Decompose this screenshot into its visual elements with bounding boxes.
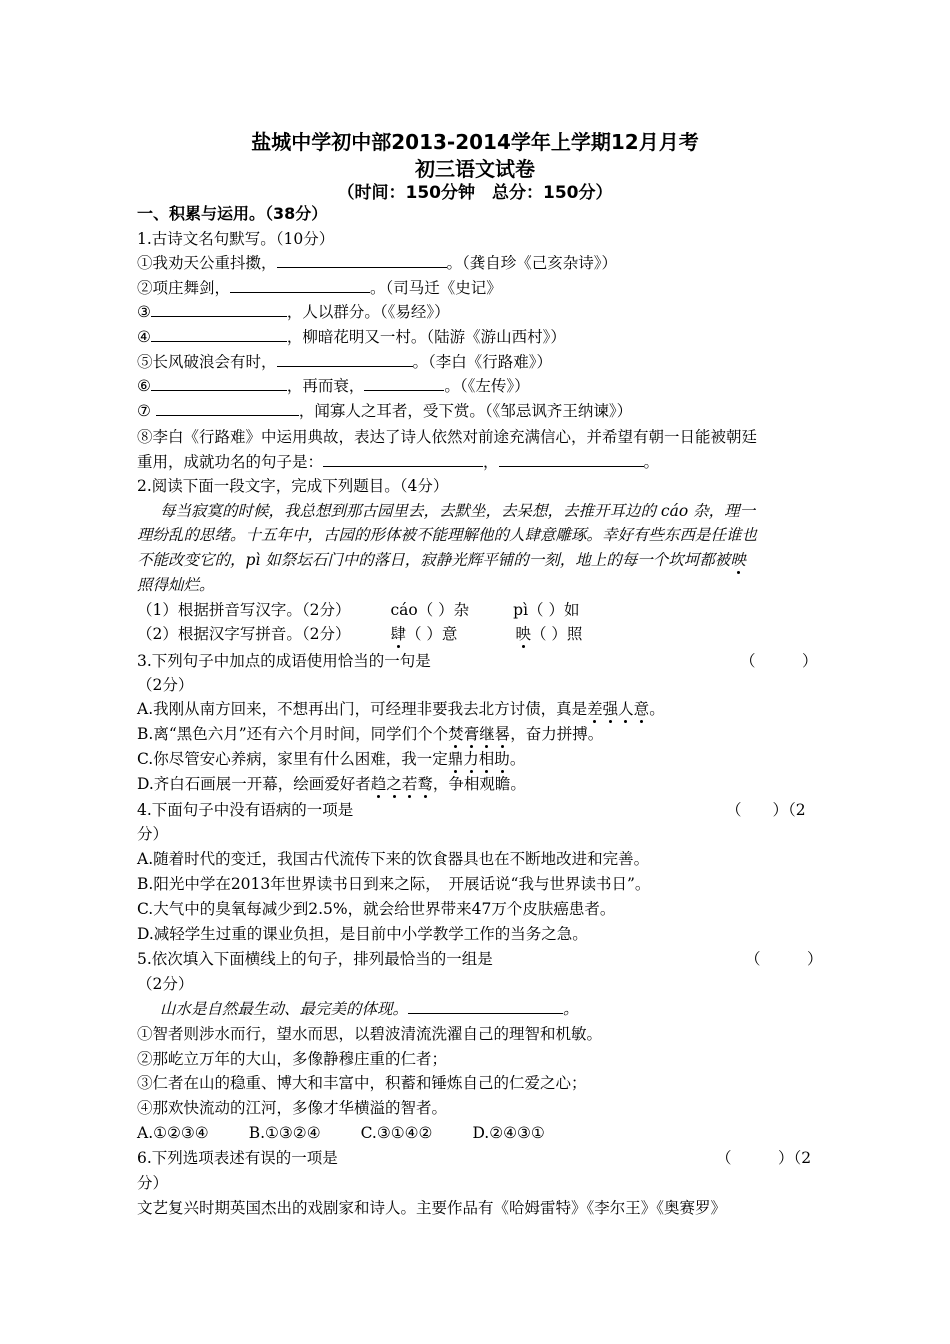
dotted-char: 助 bbox=[494, 750, 510, 768]
q1-stem: 1.古诗文名句默写。（10分） bbox=[137, 230, 335, 248]
dotted-char: 若 bbox=[401, 775, 418, 793]
q5-lead bbox=[160, 998, 579, 1020]
q2-sub2-label: （2）根据汉字写拼音。（2分） bbox=[137, 625, 351, 643]
q1-item-3 bbox=[137, 301, 450, 323]
q3-option-a-end: 。 bbox=[649, 700, 665, 718]
section-heading: 一、积累与运用。（38分） bbox=[137, 204, 328, 223]
dotted-char: 趋 bbox=[370, 775, 387, 793]
q3-stem: 3.下列句子中加点的成语使用恰当的一句是 bbox=[137, 652, 431, 670]
dotted-char: 人 bbox=[618, 700, 634, 718]
answer-blank[interactable] bbox=[277, 252, 447, 268]
dotted-char: 鹜 bbox=[417, 775, 433, 793]
dotted-char: 继 bbox=[479, 725, 495, 743]
q2-passage-dotted-char: 映 bbox=[730, 551, 746, 569]
q1-item-4-pre: ④ bbox=[137, 328, 151, 346]
q5-option-c: C.③①④② bbox=[360, 1124, 433, 1142]
q4-option-a: A.随着时代的变迁，我国古代流传下来的饮食器具也在不断地改进和完善。 bbox=[137, 850, 650, 868]
q3-option-d bbox=[137, 773, 526, 795]
dotted-char: 焚 bbox=[448, 725, 464, 743]
q3-option-a-text: A.我刚从南方回来，不想再出门，可经理非要我去北方讨债，真是 bbox=[137, 700, 588, 718]
q1-item-1 bbox=[137, 252, 617, 274]
exam-time-score: （时间：150分钟 总分：150分） bbox=[337, 183, 613, 203]
q5-sentence-4: ④那欢快流动的江河，多像才华横溢的智者。 bbox=[137, 1099, 448, 1117]
q1-item-8-pre: 重用，成就功名的句子是： bbox=[137, 453, 324, 471]
exam-subtitle: 初三语文试卷 bbox=[415, 157, 535, 181]
answer-blank[interactable] bbox=[323, 451, 483, 467]
q5-sentence-3: ③仁者在山的稳重、博大和丰富中，积蓄和锤炼自己的仁爱之心； bbox=[137, 1074, 587, 1092]
q1-item-5-post: 。（李白《行路难》） bbox=[412, 353, 553, 371]
q5-stem: 5.依次填入下面横线上的句子，排列最恰当的一组是 bbox=[137, 950, 493, 968]
q1-item-5 bbox=[137, 351, 552, 373]
answer-blank[interactable] bbox=[408, 998, 563, 1014]
q3-option-a bbox=[137, 698, 665, 720]
q2-sub2-b-char: 映 bbox=[515, 625, 531, 643]
q1-item-4 bbox=[137, 326, 566, 348]
q1-item-5-pre: ⑤长风破浪会有时， bbox=[137, 353, 277, 371]
answer-blank[interactable] bbox=[151, 301, 287, 317]
q1-item-6 bbox=[137, 375, 530, 397]
q3-option-c-end: 。 bbox=[509, 750, 526, 768]
dotted-char: 差 bbox=[587, 700, 603, 718]
dotted-char: 意 bbox=[633, 700, 650, 718]
q5-lead-end: 。 bbox=[563, 1000, 579, 1018]
dotted-char: 相 bbox=[478, 750, 495, 768]
answer-blank[interactable] bbox=[156, 400, 299, 416]
q1-item-8-line2 bbox=[137, 451, 659, 473]
answer-blank[interactable] bbox=[277, 351, 413, 367]
q3-answer-bracket[interactable]: （ ） bbox=[740, 652, 818, 670]
q6-stem: 6.下列选项表述有误的一项是 bbox=[137, 1149, 338, 1167]
answer-blank[interactable] bbox=[499, 451, 644, 467]
q1-item-7 bbox=[137, 400, 632, 422]
answer-blank[interactable] bbox=[230, 277, 370, 293]
dotted-char: 强 bbox=[602, 700, 619, 718]
q1-item-3-post: ，人以群分。（《易经》） bbox=[286, 303, 450, 321]
q2-passage-line3 bbox=[137, 549, 746, 571]
q5-score: （2分） bbox=[137, 975, 194, 993]
q3-option-c-text: C.你尽管安心养病，家里有什么困难，我一定 bbox=[137, 750, 448, 768]
q1-item-2 bbox=[137, 277, 502, 299]
q3-option-d-end: ，争相观瞻。 bbox=[432, 775, 526, 793]
q1-item-1-post: 。（龚自珍《己亥杂诗》） bbox=[446, 254, 618, 272]
q2-sub1-b: pì（ ）如 bbox=[513, 601, 580, 619]
exam-title: 盐城中学初中部2013-2014学年上学期12月月考 bbox=[251, 130, 699, 154]
q1-item-7-pre: ⑦ bbox=[137, 402, 156, 420]
q2-passage-line3a: 不能改变它的，pì 如祭坛石门中的落日，寂静光辉平铺的一刻，地上的每一个坎坷都被 bbox=[137, 551, 731, 569]
q4-answer-bracket[interactable]: （ ）（2 bbox=[726, 801, 806, 819]
q6-answer-bracket[interactable]: （ ）（2 bbox=[716, 1149, 812, 1167]
answer-blank[interactable] bbox=[364, 375, 444, 391]
q5-sentence-1: ①智者则涉水而行，望水而思，以碧波清流洗濯自己的理智和机敏。 bbox=[137, 1025, 603, 1043]
dotted-char: 晷 bbox=[494, 725, 511, 743]
q5-lead-text: 山水是自然最生动、最完美的体现。 bbox=[160, 1000, 409, 1018]
q2-sub1-label: （1）根据拼音写汉字。（2分） bbox=[137, 601, 351, 619]
q5-option-b: B.①③②④ bbox=[248, 1124, 321, 1142]
q4-stem: 4.下面句子中没有语病的一项是 bbox=[137, 801, 354, 819]
q5-options bbox=[137, 1122, 545, 1144]
q6-score: 分） bbox=[137, 1174, 169, 1192]
q1-item-8-post: 。 bbox=[643, 453, 660, 471]
dotted-char: 力 bbox=[463, 750, 479, 768]
dotted-char: 之 bbox=[386, 775, 402, 793]
q4-option-b: B.阳光中学在2013年世界读书日到来之际， 开展话说“我与世界读书日”。 bbox=[137, 875, 651, 893]
q2-sub2-b-rest: （ ）照 bbox=[530, 625, 583, 643]
q2-passage-line1: 每当寂寞的时候，我总想到那古园里去，去默坐，去呆想，去推开耳边的 cáo 杂，理一 bbox=[160, 502, 756, 520]
q1-item-8-mid: ， bbox=[483, 453, 499, 471]
q3-score: （2分） bbox=[137, 676, 194, 694]
answer-blank[interactable] bbox=[151, 326, 287, 342]
q4-option-c: C.大气中的臭氧每减少到2.5%，就会给世界带来47万个皮肤癌患者。 bbox=[137, 900, 616, 918]
q3-option-c bbox=[137, 748, 525, 770]
dotted-char: 鼎 bbox=[447, 750, 464, 768]
q5-option-d: D.②④③① bbox=[472, 1124, 545, 1142]
q5-sentence-2: ②那屹立万年的大山，多像静穆庄重的仁者； bbox=[137, 1050, 448, 1068]
q2-sub1 bbox=[137, 599, 579, 621]
dotted-char: 膏 bbox=[463, 725, 480, 743]
q3-option-b-text: B.离“黑色六月”还有六个月时间，同学们个个 bbox=[137, 725, 449, 743]
q2-sub1-a: cáo（ ）杂 bbox=[390, 601, 470, 619]
q5-answer-bracket[interactable]: （ ） bbox=[745, 950, 823, 968]
q3-option-b bbox=[137, 723, 603, 745]
q1-item-2-pre: ②项庄舞剑， bbox=[137, 279, 231, 297]
q3-option-d-text: D.齐白石画展一开幕，绘画爱好者 bbox=[137, 775, 371, 793]
q2-sub2 bbox=[137, 623, 582, 645]
q1-item-7-post: ，闻寡人之耳者，受下赏。（《邹忌讽齐王纳谏》） bbox=[298, 402, 633, 420]
q5-option-a: A.①②③④ bbox=[137, 1124, 209, 1142]
q4-option-d: D.减轻学生过重的课业负担，是目前中小学教学工作的当务之急。 bbox=[137, 925, 588, 943]
q1-item-8-line1: ⑧李白《行路难》中运用典故，表达了诗人依然对前途充满信心，并希望有朝一日能被朝廷 bbox=[137, 428, 758, 446]
q1-item-2-post: 。（司马迁《史记》 bbox=[370, 279, 502, 297]
q4-score: 分） bbox=[137, 825, 169, 843]
answer-blank[interactable] bbox=[151, 375, 287, 391]
q1-item-3-pre: ③ bbox=[137, 303, 151, 321]
q2-sub2-a-char: 肆 bbox=[390, 625, 406, 643]
q2-stem: 2.阅读下面一段文字，完成下列题目。（4分） bbox=[137, 477, 449, 495]
q1-item-6-pre: ⑥ bbox=[137, 377, 151, 395]
q3-option-b-end: ，奋力拼搏。 bbox=[510, 725, 604, 743]
q1-item-6-post: 。（《左传》） bbox=[444, 377, 530, 395]
q2-passage-line2: 理纷乱的思绪。十五年中，古园的形体被不能理解他的人肆意雕琢。幸好有些东西是任谁也 bbox=[137, 526, 758, 544]
q2-passage-line4: 照得灿烂。 bbox=[137, 576, 215, 594]
q1-item-1-pre: ①我劝天公重抖擞， bbox=[137, 254, 277, 272]
q1-item-6-mid: ，再而衰， bbox=[286, 377, 365, 395]
q1-item-4-post: ，柳暗花明又一村。（陆游《游山西村》） bbox=[286, 328, 566, 346]
q6-option-a: 文艺复兴时期英国杰出的戏剧家和诗人。主要作品有《哈姆雷特》《李尔王》《奥赛罗》 bbox=[137, 1199, 727, 1217]
q2-sub2-a-rest: （ ）意 bbox=[406, 625, 458, 643]
